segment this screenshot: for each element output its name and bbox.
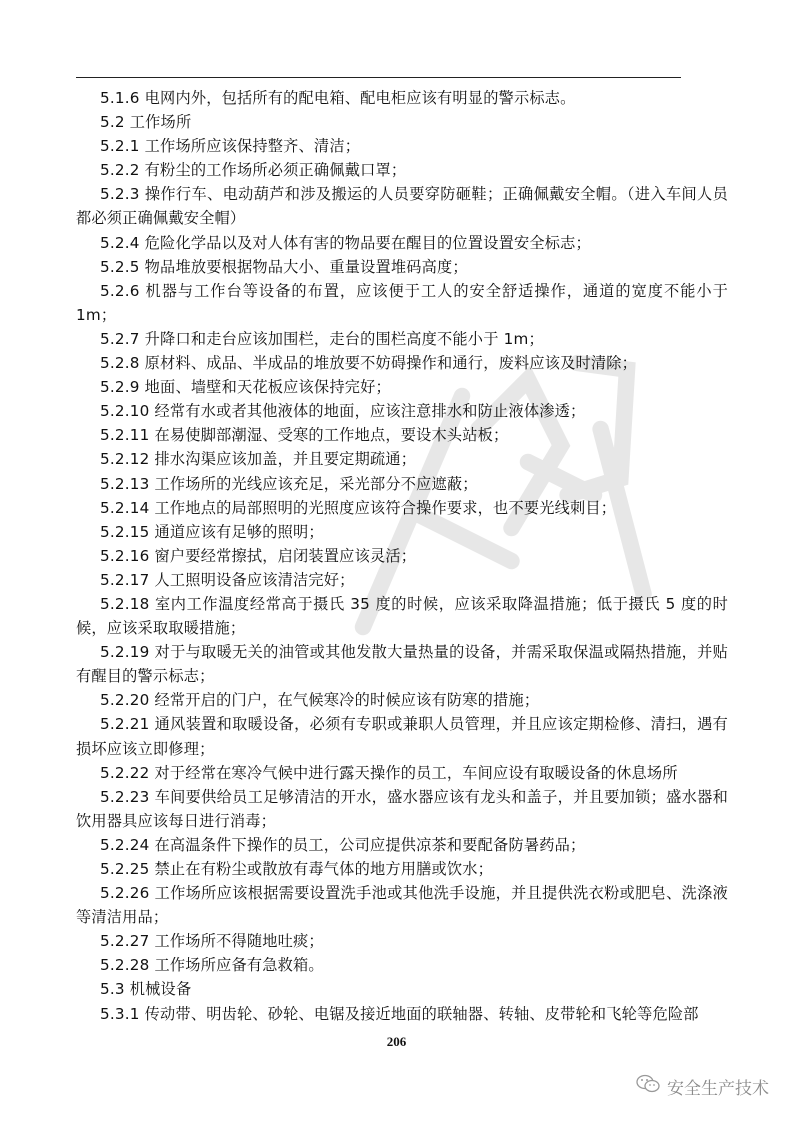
- paragraph: 5.2.5 物品堆放要根据物品大小、重量设置堆码高度；: [100, 257, 468, 276]
- paragraph: 5.2.10 经常有水或者其他液体的地面，应该注意排水和防止液体渗透；: [100, 402, 586, 421]
- paragraph: 5.2.3 操作行车、电动葫芦和涉及搬运的人员要穿防砸鞋；正确佩戴安全帽。（进入车间人员都必须正确佩戴安全帽）: [76, 185, 728, 228]
- paragraph: 5.2.8 原材料、成品、半成品的堆放要不妨碍操作和通行，废料应该及时清除；: [100, 354, 638, 373]
- paragraph: 5.2.22 对于经常在寒冷气候中进行露天操作的员工，车间应设有取暖设备的休息场所: [100, 763, 678, 782]
- paragraph: 5.2.26 工作场所应该根据需要设置洗手池或其他洗手设施，并且提供洗衣粉或肥皂、洗涤液等清洁用品；: [76, 884, 728, 927]
- paragraph: 5.2.24 在高温条件下操作的员工，公司应提供凉茶和要配备防暑药品；: [100, 835, 586, 854]
- brand-watermark: [635, 1073, 769, 1100]
- page-number: 206: [386, 1034, 407, 1049]
- document-body: [76, 86, 728, 1026]
- header-rule: [76, 77, 681, 78]
- paragraph: 5.2.19 对于与取暖无关的油管或其他发散大量热量的设备，并需采取保温或隔热措施，并贴有醒目的警示标志；: [76, 643, 728, 686]
- paragraph: 5.2.15 通道应该有足够的照明；: [100, 522, 324, 541]
- paragraph: 5.2.4 危险化学品以及对人体有害的物品要在醒目的位置设置安全标志；: [100, 233, 591, 252]
- paragraph: 5.2.12 排水沟渠应该加盖，并且要定期疏通；: [100, 450, 417, 469]
- paragraph: 5.2.11 在易使脚部潮湿、受寒的工作地点，要设木头站板；: [100, 426, 509, 445]
- paragraph: 5.2.14 工作地点的局部照明的光照度应该符合操作要求，也不要光线刺目；: [100, 498, 617, 517]
- paragraph: 5.2.18 室内工作温度经常高于摄氏 35 度的时候，应该采取降温措施；低于摄氏 5 度的时候，应该采取取暖措施；: [76, 594, 728, 638]
- paragraph: 5.2.27 工作场所不得随地吐痰；: [100, 932, 324, 951]
- paragraph: 5.2.1 工作场所应该保持整齐、清洁；: [100, 137, 361, 156]
- brand-name: 安全生产技术: [667, 1079, 769, 1099]
- paragraph: 5.2.23 车间要供给员工足够清洁的开水，盛水器应该有龙头和盖子，并且要加锁；盛水器和饮用器具应该每日进行消毒；: [76, 787, 728, 830]
- paragraph: 5.2.17 人工照明设备应该清洁完好；: [100, 570, 355, 589]
- paragraph: 5.2.2 有粉尘的工作场所必须正确佩戴口罩；: [100, 161, 407, 180]
- paragraph: 5.3.1 传动带、明齿轮、砂轮、电锯及接近地面的联轴器、转轴、皮带轮和飞轮等危险部: [100, 1004, 699, 1023]
- paragraph: 5.2.21 通风装置和取暖设备，必须有专职或兼职人员管理，并且应该定期检修、清扫，遇有损坏应该立即修理；: [76, 715, 728, 758]
- paragraph: 5.2.6 机器与工作台等设备的布置，应该便于工人的安全舒适操作，通道的宽度不能小于1m；: [76, 281, 728, 324]
- paragraph: 5.2.9 地面、墙壁和天花板应该保持完好；: [100, 378, 391, 397]
- wechat-icon: [635, 1073, 661, 1100]
- paragraph: 5.2.28 工作场所应备有急救箱。: [100, 956, 324, 975]
- paragraph: 5.2.16 窗户要经常擦拭，启闭装置应该灵活；: [100, 546, 417, 565]
- paragraph: 5.3 机械设备: [100, 980, 192, 999]
- paragraph: 5.1.6 电网内外，包括所有的配电箱、配电柜应该有明显的警示标志。: [100, 89, 576, 107]
- paragraph: 5.2 工作场所: [100, 113, 192, 132]
- paragraph: 5.2.20 经常开启的门户，在气候寒冷的时候应该有防寒的措施；: [100, 691, 540, 710]
- paragraph: 5.2.13 工作场所的光线应该充足，采光部分不应遮蔽；: [100, 474, 478, 493]
- paragraph: 5.2.7 升降口和走台应该加围栏，走台的围栏高度不能小于 1m；: [100, 329, 544, 348]
- paragraph: 5.2.25 禁止在有粉尘或散放有毒气体的地方用膳或饮水；: [100, 860, 494, 878]
